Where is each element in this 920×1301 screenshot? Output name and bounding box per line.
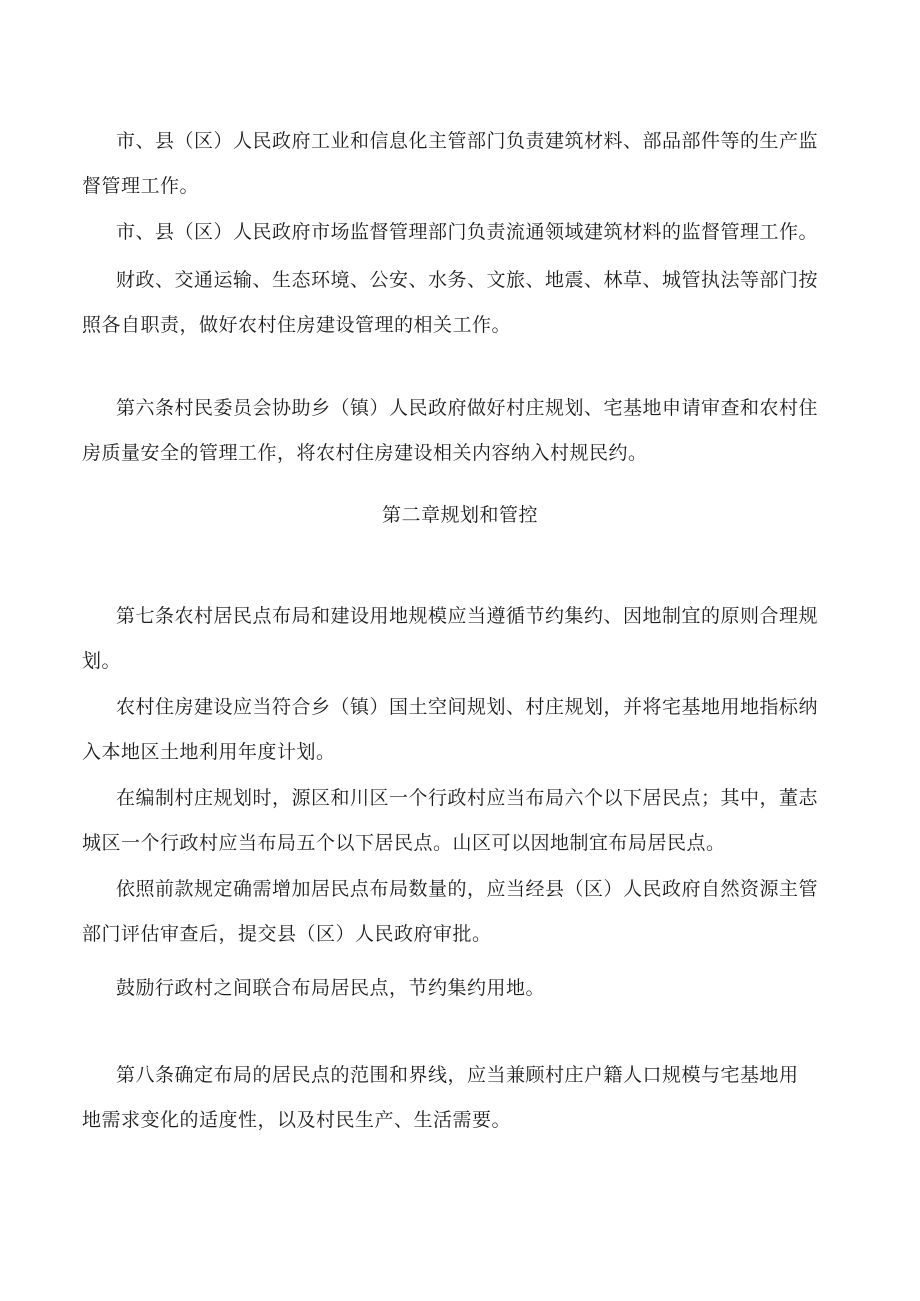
paragraph-industry-dept	[82, 119, 834, 209]
paragraph-line: 在编制村庄规划时，源区和川区一个行政村应当布局六个以下居民点；其中，董志	[116, 787, 819, 809]
paragraph-joint-layout	[116, 966, 834, 1011]
paragraph-market-dept	[116, 210, 834, 255]
paragraph-housing-construction	[82, 685, 834, 775]
paragraph-line: 划。	[82, 650, 122, 672]
paragraph-line: 财政、交通运输、生态环境、公安、水务、文旅、地震、林草、城管执法等部门按	[116, 269, 819, 291]
paragraph-increase-approval	[82, 867, 834, 957]
paragraph-line: 地需求变化的适度性，以及村民生产、生活需要。	[82, 1109, 512, 1131]
paragraph-line: 部门评估审查后，提交县（区）人民政府审批。	[82, 923, 492, 945]
paragraph-line: 督管理工作。	[82, 175, 200, 197]
paragraph-line: 第六条村民委员会协助乡（镇）人民政府做好村庄规划、宅基地申请审查和农村住	[116, 397, 819, 419]
paragraph-line: 城区一个行政村应当布局五个以下居民点。山区可以因地制宜布局居民点。	[82, 832, 726, 854]
article-8	[82, 1053, 834, 1143]
paragraph-line: 入本地区土地利用年度计划。	[82, 741, 336, 763]
paragraph-line: 依照前款规定确需增加居民点布局数量的，应当经县（区）人民政府自然资源主管	[116, 878, 819, 900]
paragraph-line: 市、县（区）人民政府工业和信息化主管部门负责建筑材料、部品部件等的生产监	[116, 130, 819, 152]
paragraph-other-depts	[82, 258, 834, 348]
paragraph-line: 市、县（区）人民政府市场监督管理部门负责流通领域建筑材料的监督管理工作。	[116, 221, 819, 243]
article-6	[82, 386, 834, 476]
paragraph-line: 房质量安全的管理工作，将农村住房建设相关内容纳入村规民约。	[82, 442, 648, 464]
paragraph-village-planning	[82, 776, 834, 866]
paragraph-line: 照各自职责，做好农村住房建设管理的相关工作。	[82, 314, 512, 336]
article-7	[82, 594, 834, 684]
paragraph-line: 第八条确定布局的居民点的范围和界线，应当兼顾村庄户籍人口规模与宅基地用	[116, 1064, 799, 1086]
paragraph-line: 鼓励行政村之间联合布局居民点，节约集约用地。	[116, 977, 546, 999]
chapter-heading: 第二章规划和管控	[381, 504, 538, 526]
paragraph-line: 第七条农村居民点布局和建设用地规模应当遵循节约集约、因地制宜的原则合理规	[116, 605, 819, 627]
paragraph-line: 农村住房建设应当符合乡（镇）国土空间规划、村庄规划，并将宅基地用地指标纳	[116, 696, 819, 718]
